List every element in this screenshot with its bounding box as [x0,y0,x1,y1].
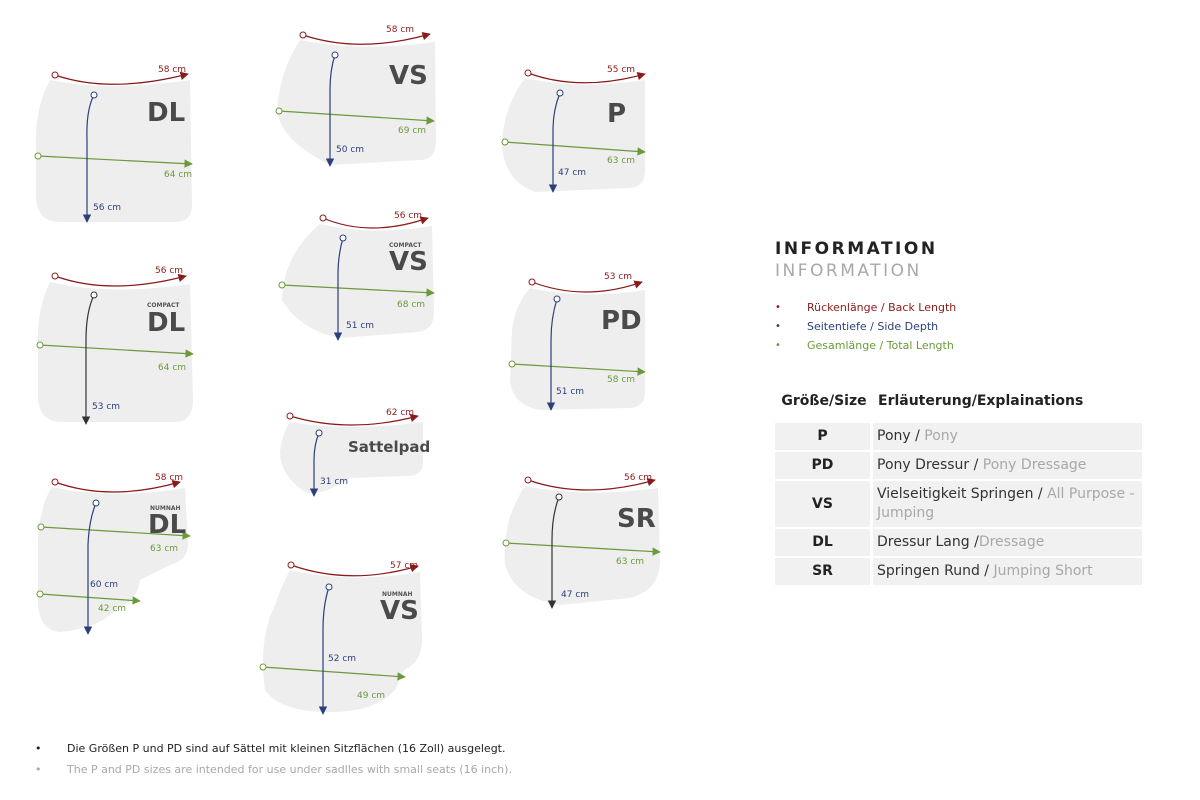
vs-numnah-side-value: 52 cm [328,654,357,664]
vs-compact-total-value: 68 cm [397,300,426,310]
vs-total-length-start [276,108,282,114]
footnote-english: • The P and PD sizes are intended for use under sadlles with small seats (16 inch). [35,763,512,776]
vs-total-value: 69 cm [398,126,427,136]
dl-back-length-start [52,72,58,78]
vs-numnah-total-value: 49 cm [357,691,386,701]
vs-numnah-back-value: 57 cm [390,561,419,571]
footnote [35,738,735,780]
size-code: P [775,423,873,450]
pad-sr [503,473,660,608]
vs-compact-total-length-start [279,282,285,288]
vs-numnah-back-length-start [288,562,294,568]
vs-compact-label: VS [389,247,428,277]
size-explanation: Dressur Lang /Dressage [873,529,1142,556]
dl-compact-back-length-start [52,273,58,279]
dl-compact-side-depth-start [91,292,97,298]
measurement-legend [775,298,1145,355]
pd-back-length-start [529,279,535,285]
pd-label: PD [601,306,642,336]
legend-item-side-depth: • Seitentiefe / Side Depth [775,320,939,333]
size-table-header [775,393,1142,421]
table-row [775,558,1142,585]
dl-total-value: 64 cm [164,170,193,180]
p-total-length-start [502,139,508,145]
size-code: SR [775,558,873,585]
legend-item-total-length: • Gesamlänge / Total Length [775,339,954,352]
size-explanation: Springen Rund / Jumping Short [873,558,1142,585]
vs-numnah-total-length-start [260,664,266,670]
vs-label: VS [389,61,428,91]
pd-total-length-start [509,361,515,367]
vs-compact-tag: COMPACT [389,242,422,249]
vs-compact-side-depth-start [340,235,346,241]
dl-compact-total-value: 64 cm [158,363,187,373]
pad-dl [35,65,192,222]
sr-label: SR [617,504,656,534]
dl-compact-tag: COMPACT [147,302,180,309]
pad-pd [509,272,645,410]
vs-numnah-side-depth-start [326,584,332,590]
dl-compact-back-length-arrow [55,276,186,286]
pad-sattelpad [280,408,430,496]
vs-back-length-arrow [303,34,430,44]
sattelpad-side-depth-start [316,430,322,436]
pd-side-value: 51 cm [556,387,585,397]
pad-sattelpad-shape [280,422,423,493]
table-row [775,481,1142,527]
dl-numnah-back-value: 58 cm [155,473,184,483]
dl-numnah-total-length-start [38,524,44,530]
dl-label: DL [147,98,186,128]
dl-numnah-side-value: 60 cm [90,580,119,590]
table-row [775,529,1142,556]
pd-back-length-arrow [532,282,642,292]
pad-vs-compact [279,211,434,340]
p-side-depth-start [557,90,563,96]
sattelpad-label: Sattelpad [348,438,431,456]
pad-vs [276,25,436,166]
pd-side-depth-start [554,296,560,302]
dl-total-length-start [35,153,41,159]
dl-back-value: 58 cm [158,65,187,75]
dl-compact-total-length-start [37,342,43,348]
dl-side-depth-start [91,92,97,98]
dl-numnah-side-depth-start [93,500,99,506]
vs-compact-back-length-start [320,215,326,221]
vs-numnah-tag: NUMNAH [382,591,413,598]
table-row [775,423,1142,450]
size-explanation: Pony Dressur / Pony Dressage [873,452,1142,479]
sr-total-value: 63 cm [616,557,645,567]
vs-back-value: 58 cm [386,25,415,35]
sr-side-depth-start [556,494,562,500]
pd-total-value: 58 cm [607,375,636,385]
vs-numnah-label: VS [380,596,419,626]
sr-back-value: 56 cm [624,473,653,483]
vs-side-value: 50 cm [336,145,365,155]
dl-back-length-arrow [55,74,188,84]
size-table [775,391,1142,587]
dl-numnah-label: DL [148,510,187,540]
p-back-length-start [525,70,531,76]
sr-back-length-start [525,477,531,483]
dl-numnah-tag: NUMNAH [150,505,181,512]
dl-side-value: 56 cm [93,203,122,213]
vs-compact-back-value: 56 cm [394,211,423,221]
info-title: INFORMATION [775,239,938,259]
vs-side-depth-start [332,52,338,58]
header-size: Größe/Size [781,393,867,409]
dl-numnah-total-value: 63 cm [150,544,179,554]
dl-compact-back-value: 56 cm [155,266,184,276]
sr-total-length-start [503,540,509,546]
dl-numnah-total-2-value: 42 cm [98,604,127,614]
pad-vs-numnah [260,561,422,714]
legend-item-back-length: • Rückenlänge / Back Length [775,301,957,314]
sr-side-value: 47 cm [561,590,590,600]
sattelpad-side-value: 31 cm [320,477,349,487]
p-back-value: 55 cm [607,65,636,75]
size-explanation: Vielseitigkeit Springen / All Purpose - Jumping [873,481,1142,527]
dl-numnah-total-length-2-start [37,591,43,597]
size-code: PD [775,452,873,479]
p-total-value: 63 cm [607,156,636,166]
size-code: DL [775,529,873,556]
dl-compact-side-value: 53 cm [92,402,121,412]
header-explanation: Erläuterung/Explainations [878,393,1084,409]
pad-dl-numnah [37,473,190,634]
footnote-german: • Die Größen P und PD sind auf Sättel mit kleinen Sitzflächen (16 Zoll) ausgelegt. [35,742,506,755]
info-subtitle: INFORMATION [775,261,922,281]
pad-p [502,65,645,192]
pd-back-value: 53 cm [604,272,633,282]
table-row [775,452,1142,479]
information-panel [775,238,1145,355]
vs-back-length-start [300,32,306,38]
sattelpad-back-value: 62 cm [386,408,415,418]
sattelpad-back-length-start [287,413,293,419]
p-label: P [607,99,627,129]
vs-compact-side-value: 51 cm [346,321,375,331]
size-explanation: Pony / Pony [873,423,1142,450]
dl-numnah-back-length-arrow [55,482,180,492]
pad-dl-compact [37,266,193,424]
dl-compact-label: DL [147,308,186,338]
dl-numnah-back-length-start [52,479,58,485]
size-code: VS [775,481,873,527]
p-side-value: 47 cm [558,168,587,178]
